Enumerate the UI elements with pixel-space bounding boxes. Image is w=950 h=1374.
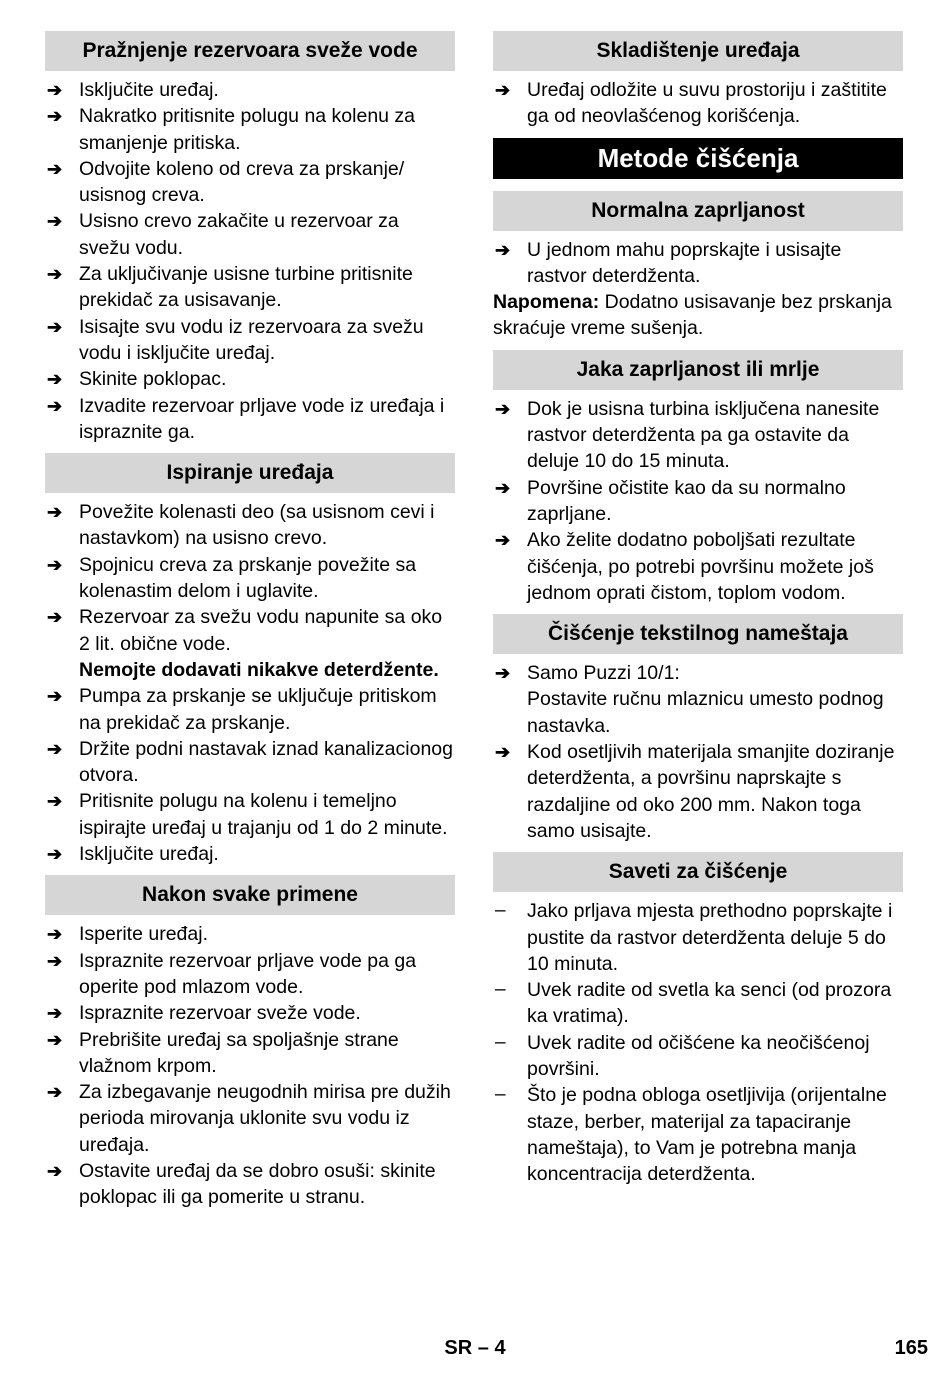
list-item: ➔ Uređaj odložite u suvu prostoriju i zaštitite ga od neovlašćenog korišćenja. (495, 79, 887, 128)
note (493, 289, 903, 342)
list-item: ➔ Držite podni nastavak iznad kanalizacionog otvora. (47, 737, 453, 787)
arrow-icon: ➔ (47, 924, 63, 945)
arrow-icon: ➔ (495, 398, 511, 419)
main-heading-cleaning-methods: Metode čišćenja (493, 138, 903, 179)
arrow-icon: ➔ (495, 477, 511, 498)
list-item: ➔ Spojnicu creva za prskanje povežite sa kolenastim delom i uglavite. (47, 553, 417, 603)
arrow-icon: ➔ (47, 502, 63, 523)
warning-text: Nemojte dodavati nikakve deterdžente. (79, 658, 439, 681)
arrow-icon: ➔ (495, 530, 511, 551)
arrow-icon: ➔ (47, 950, 63, 971)
arrow-icon: ➔ (47, 395, 63, 416)
list-item: ➔ Skinite poklopac. (45, 366, 455, 392)
arrow-icon: ➔ (47, 1029, 63, 1050)
section-heading-after-use: Nakon svake primene (45, 875, 455, 915)
section-heading-heavy-soiling: Jaka zaprljanost ili mrlje (493, 350, 903, 390)
arrow-icon: ➔ (47, 791, 63, 812)
arrow-icon: ➔ (495, 663, 511, 684)
section-heading-cleaning-tips: Saveti za čišćenje (493, 852, 903, 892)
list-upholstery (493, 660, 903, 844)
list-item: ➔ Ostavite uređaj da se dobro osuši: skinite poklopac ili ga pomerite u stranu. (47, 1159, 436, 1209)
list-storage (493, 77, 903, 130)
list-item: – Uvek radite od očišćene ka neočišćenoj površini. (495, 1031, 870, 1081)
list-cleaning-tips (493, 898, 903, 1187)
arrow-icon: ➔ (495, 80, 511, 100)
list-item: ➔ Ispraznite rezervoar prljave vode pa ga operite pod mlazom vode. (47, 949, 417, 998)
note-text: Dodatno usisavanje bez prskanja skraćuje vreme sušenja. (493, 291, 892, 340)
list-item: ➔ Samo Puzzi 10/1: Postavite ručnu mlaznicu umesto podnog nastavka. (495, 662, 884, 737)
left-column (45, 31, 455, 1219)
list-item: ➔ Isključite uređaj. (45, 77, 455, 103)
dash-icon: – (495, 1084, 506, 1106)
arrow-icon: ➔ (47, 607, 63, 628)
footer-page-number: 165 (894, 1337, 928, 1359)
list-item: ➔ Isperite uređaj. (45, 921, 455, 947)
arrow-icon: ➔ (47, 738, 63, 759)
list-item: ➔ Rezervoar za svežu vodu napunite sa oko 2 lit. obične vode. Nemojte dodavati nikakve deterdžente. (45, 604, 455, 683)
section-heading-storage: Skladištenje uređaja (493, 31, 903, 71)
section-heading-normal-soiling: Normalna zaprljanost (493, 191, 903, 231)
arrow-icon: ➔ (47, 686, 63, 707)
arrow-icon: ➔ (47, 1003, 63, 1024)
arrow-icon: ➔ (47, 80, 63, 100)
list-heavy-soiling (493, 396, 903, 606)
list-item: – Što je podna obloga osetljivija (orijentalne staze, berber, materijal za tapaciranje nameštaja), to Vam je potrebna manja koncentracija deterdženta. (495, 1084, 887, 1186)
list-item: ➔ Prebrišite uređaj sa spoljašnje strane vlažnom krpom. (47, 1028, 399, 1077)
arrow-icon: ➔ (495, 742, 511, 763)
list-item: – Jako prljava mjesta prethodno poprskajte i pustite da rastvor deterdženta deluje 5 do 10 minuta. (495, 900, 893, 975)
arrow-icon: ➔ (47, 316, 63, 337)
list-normal-soiling (493, 237, 903, 290)
list-rinsing (45, 499, 455, 867)
list-item: ➔ Isključite uređaj. (45, 841, 455, 867)
arrow-icon: ➔ (47, 264, 63, 285)
arrow-icon: ➔ (47, 554, 63, 575)
list-after-use (45, 921, 455, 1210)
list-item: ➔ Povežite kolenasti deo (sa usisnom cevi i nastavkom) na usisno crevo. (47, 501, 435, 550)
list-item: ➔ Pumpa za prskanje se uključuje pritiskom na prekidač za prskanje. (47, 685, 437, 734)
section-heading-rinsing: Ispiranje uređaja (45, 453, 455, 493)
list-item: ➔ Ako želite dodatno poboljšati rezultate čišćenja, po potrebi površinu možete još jednom oprati čistom, toplom vodom. (495, 529, 874, 604)
list-item: ➔ Izvadite rezervoar prljave vode iz uređaja i ispraznite ga. (47, 394, 445, 443)
list-item: ➔ Za uključivanje usisne turbine pritisnite prekidač za usisavanje. (47, 263, 413, 312)
list-item: ➔ Isisajte svu vodu iz rezervoara za svežu vodu i isključite uređaj. (47, 315, 424, 364)
arrow-icon: ➔ (47, 1082, 63, 1103)
list-item: ➔ U jednom mahu poprskajte i usisajte rastvor deterdženta. (495, 238, 842, 287)
list-item: ➔ Površine očistite kao da su normalno zaprljane. (495, 476, 846, 525)
arrow-icon: ➔ (495, 239, 511, 260)
list-item: ➔ Pritisnite polugu na kolenu i temeljno ispirajte uređaj u trajanju od 1 do 2 minute. (47, 790, 448, 839)
note-label: Napomena: (493, 291, 600, 314)
dash-icon: – (495, 900, 506, 922)
dash-icon: – (495, 979, 506, 1001)
list-item: – Uvek radite od svetla ka senci (od prozora ka vratima). (495, 979, 892, 1028)
arrow-icon: ➔ (47, 844, 63, 865)
list-item: ➔ Kod osetljivih materijala smanjite doziranje deterdženta, a površinu naprskajte s razdaljine od oko 200 mm. Nakon toga samo usisajte. (495, 741, 895, 842)
list-item: ➔ Za izbegavanje neugodnih mirisa pre dužih perioda mirovanja uklonite svu vodu iz uređaja. (47, 1081, 451, 1156)
dash-icon: – (495, 1031, 506, 1053)
list-item: ➔ Usisno crevo zakačite u rezervoar za svežu vodu. (47, 210, 399, 259)
section-heading-emptying-fresh-water: Pražnjenje rezervoara sveže vode (45, 31, 455, 71)
arrow-icon: ➔ (47, 369, 63, 390)
list-item: ➔ Odvojite koleno od creva za prskanje/ usisnog creva. (47, 157, 405, 207)
list-emptying-fresh-water (45, 77, 455, 445)
arrow-icon: ➔ (47, 158, 63, 179)
list-item: ➔ Dok je usisna turbina isključena nanesite rastvor deterdženta pa ga ostavite da deluje 10 do 15 minuta. (495, 397, 880, 473)
section-heading-upholstery: Čišćenje tekstilnog nameštaja (493, 614, 903, 654)
arrow-icon: ➔ (47, 1160, 63, 1181)
arrow-icon: ➔ (47, 106, 63, 127)
arrow-icon: ➔ (47, 211, 63, 232)
footer-section-label: SR – 4 (444, 1337, 506, 1359)
list-item: ➔ Ispraznite rezervoar sveže vode. (45, 1000, 455, 1026)
list-item: ➔ Nakratko pritisnite polugu na kolenu za smanjenje pritiska. (47, 105, 416, 154)
right-column (493, 31, 903, 1196)
